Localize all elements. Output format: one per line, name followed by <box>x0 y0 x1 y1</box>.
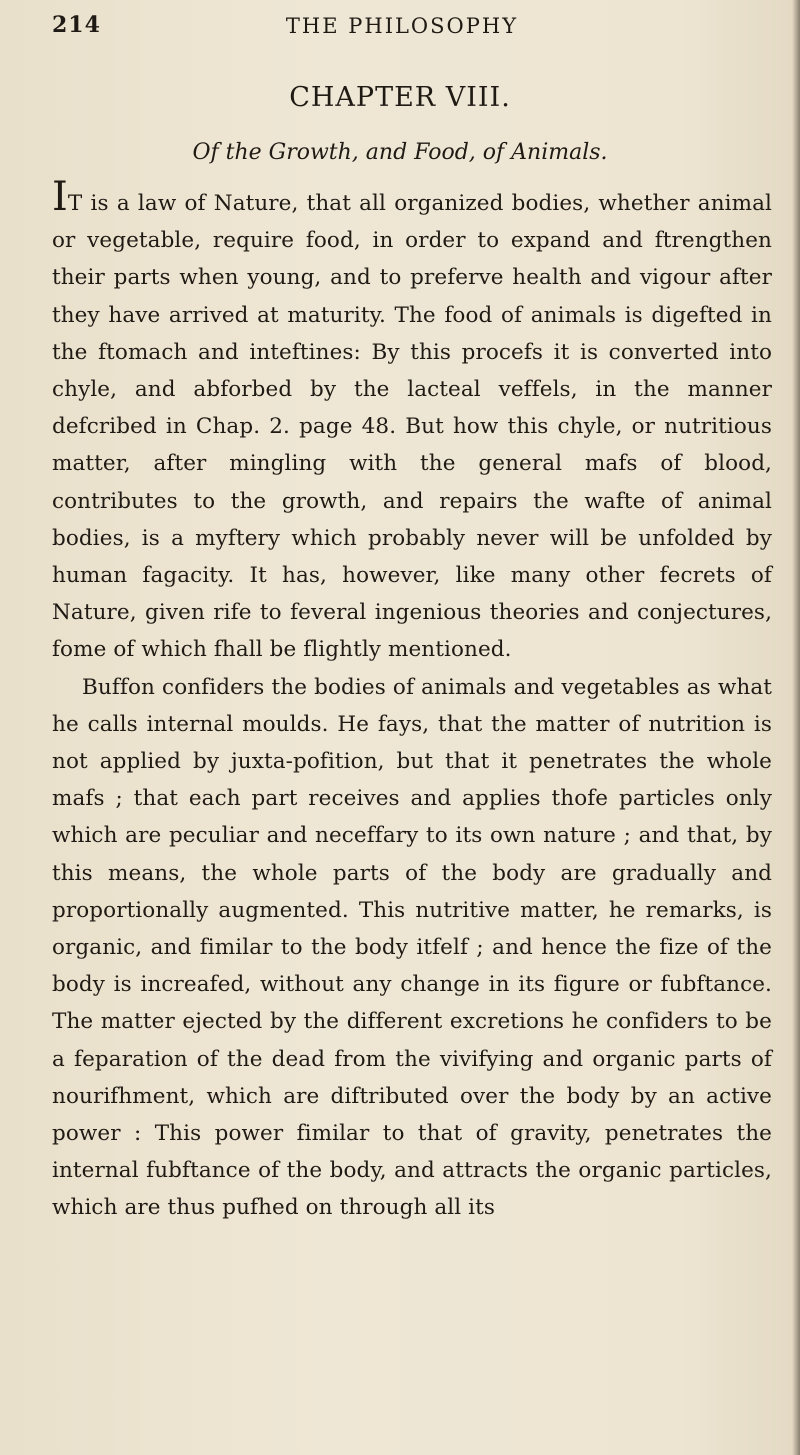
page-number: 214 <box>52 12 101 38</box>
paragraph-1 <box>52 174 772 669</box>
paragraph-1-text: T is a law of Nature, that all organized bodies, whether animal or vegetable, require food, in order to expand and ftrengthen their parts when young, and to preferve health and vigour after they have arrived at maturity. The food of animals is digefted in the ftomach and inteftines: By this procefs it is converted into chyle, and abforbed by the lacteal veffels, in the manner defcribed in Chap. 2. page 48. But how this chyle, or nutritious matter, after mingling with the general mafs of blood, contributes to the growth, and repairs the wafte of animal bodies, is a myftery which probably never will be unfolded by human fagacity. It has, however, like many other fecrets of Nature, given rife to feveral ingenious theories and conjectures, fome of which fhall be flightly mentioned. <box>52 191 772 663</box>
chapter-heading: CHAPTER VIII. <box>289 82 511 113</box>
chapter-subtitle: Of the Growth, and Food, of Animals. <box>192 140 608 165</box>
initial-letter: I <box>52 174 68 220</box>
running-title: THE PHILOSOPHY <box>285 14 519 38</box>
running-head <box>52 12 752 42</box>
page-edge-shadow <box>792 0 800 1455</box>
body-text <box>52 174 772 1227</box>
paragraph-2: Buffon confiders the bodies of animals and vegetables as what he calls internal moulds. He fays, that the matter of nutrition is not applied by juxta-pofition, but that it penetrates the whole mafs ; that each part receives and applies thofe particles only which are peculiar and neceffary to its own nature ; and that, by this means, the whole parts of the body are gradually and proportionally augmented. This nutritive matter, he remarks, is organic, and fimilar to the body itfelf ; and hence the fize of the body is increafed, without any change in its figure or fubftance. The matter ejected by the different excretions he confiders to be a feparation of the dead from the vivifying and organic parts of nourifhment, which are diftributed over the body by an active power : This power fimilar to that of gravity, penetrates the internal fubftance of the body, and attracts the organic particles, which are thus pufhed on through all its <box>52 674 772 1221</box>
